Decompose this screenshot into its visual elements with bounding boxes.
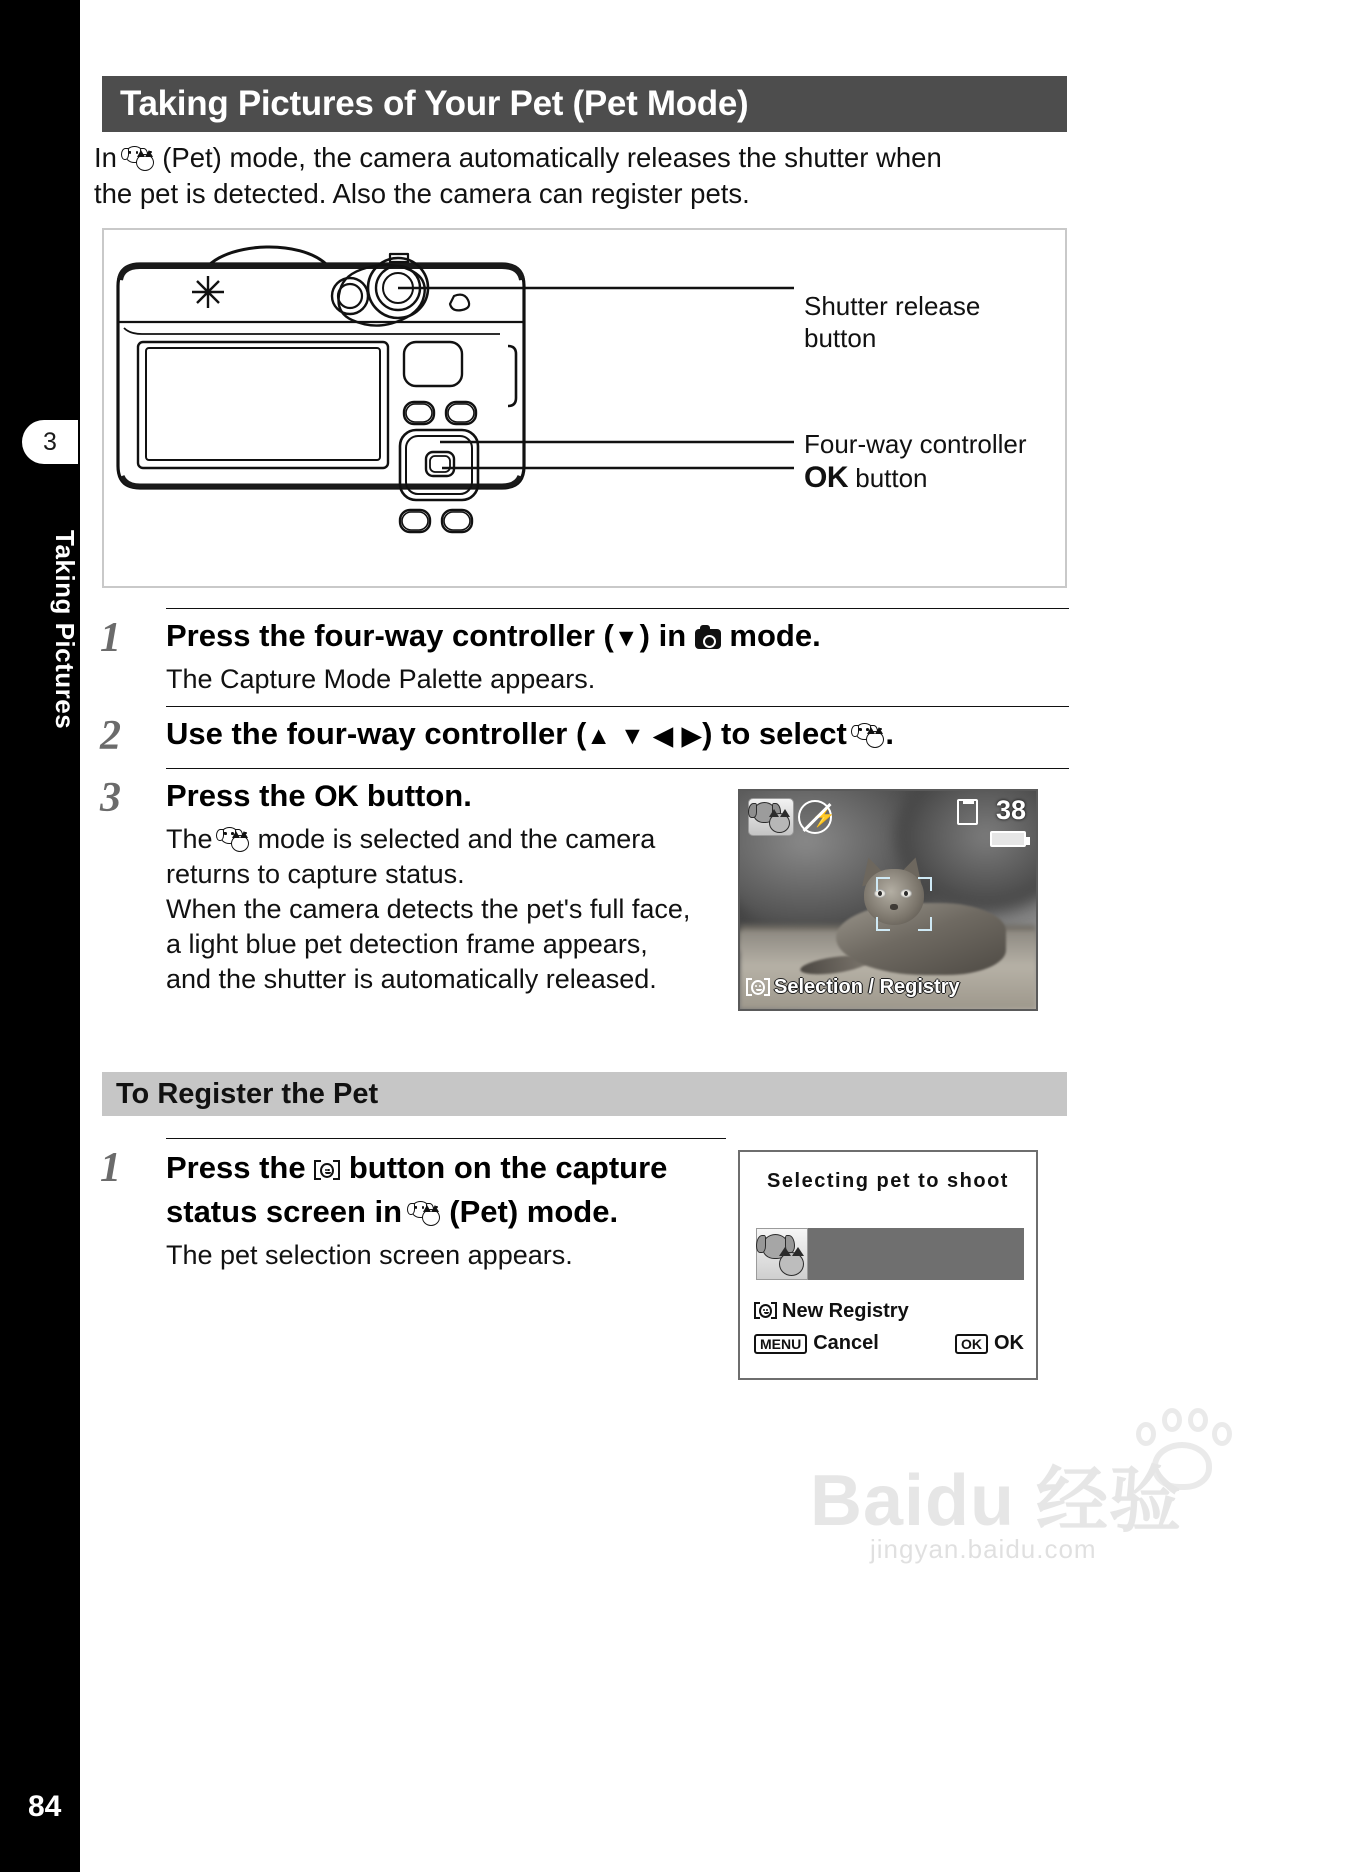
subsection-title: To Register the Pet — [116, 1077, 379, 1110]
step-divider — [166, 768, 1069, 769]
pet-selection-title: Selecting pet to shoot — [767, 1170, 1009, 1192]
intro-text-before: In — [94, 142, 117, 173]
watermark — [800, 1400, 1300, 1600]
battery-icon — [990, 831, 1026, 847]
ok-label: OK — [994, 1332, 1024, 1354]
pet-slot-bar[interactable] — [808, 1228, 1024, 1280]
lcd-bottom-label: Selection / Registry — [774, 976, 960, 998]
cancel-hint[interactable] — [754, 1332, 879, 1355]
step-heading: Use the four-way controller (▲ ▼ ◀ ▶) to select . — [166, 716, 895, 751]
face-registry-icon — [754, 1302, 777, 1321]
pet-icon — [411, 1201, 441, 1227]
down-arrow-icon: ▼ — [613, 624, 640, 652]
lcd-bottom-hint — [746, 976, 960, 999]
chapter-sidebar — [0, 0, 80, 1872]
camera-illustration — [104, 230, 1065, 586]
step-number: 3 — [100, 775, 121, 821]
camera-diagram — [102, 228, 1067, 588]
step-description: The pet selection screen appears. — [166, 1240, 573, 1270]
step-number: 2 — [100, 713, 121, 759]
chapter-label: Taking Pictures — [50, 530, 80, 730]
watermark-brand: Baidu 经验 — [810, 1461, 1183, 1541]
pet-detection-frame — [876, 877, 932, 931]
step-description — [166, 822, 690, 997]
step3-line1: The mode is selected and the camera — [166, 824, 656, 854]
step3-line3: When the camera detects the pet's full face, — [166, 894, 691, 924]
memory-card-icon — [957, 799, 978, 825]
label-shutter-release-button: Shutter release button — [804, 291, 981, 353]
ok-glyph: OK — [314, 780, 359, 813]
step-heading: Press the OK button. — [166, 778, 472, 813]
menu-chip-icon: MENU — [754, 1334, 807, 1354]
paw-icon — [1126, 1400, 1246, 1490]
intro-paragraph — [94, 140, 1074, 212]
step-number: 1 — [100, 615, 121, 661]
pet-icon — [855, 723, 885, 749]
page-content — [80, 0, 1360, 1872]
subsection-bar — [102, 1072, 1067, 1116]
pet-selection-screen — [738, 1150, 1038, 1380]
label-ok-button: OK button — [804, 461, 928, 494]
step-heading: Press the four-way controller (▼) in mode. — [166, 618, 821, 653]
face-registry-icon — [746, 978, 770, 998]
step3-line5: and the shutter is automatically released. — [166, 964, 657, 994]
step-divider — [166, 1138, 726, 1139]
step-divider — [166, 706, 1069, 707]
ok-hint[interactable] — [955, 1332, 1024, 1355]
watermark-url: jingyan.baidu.com — [870, 1534, 1097, 1564]
new-registry-label: New Registry — [782, 1300, 909, 1322]
four-way-arrows-icon: ▲ ▼ ◀ ▶ — [586, 722, 703, 750]
pet-icon — [125, 146, 155, 172]
label-four-way-controller: Four-way controller — [804, 429, 1027, 459]
face-registry-icon — [314, 1160, 340, 1182]
step-heading: Press the button on the capture status screen in (Pet) mode. — [166, 1150, 668, 1229]
step3-line4: a light blue pet detection frame appears, — [166, 929, 648, 959]
pet-mode-icon — [748, 798, 794, 836]
chapter-number: 3 — [43, 427, 57, 456]
pet-thumbnail-icon[interactable] — [756, 1228, 808, 1280]
camera-icon — [695, 629, 721, 649]
new-registry-hint[interactable] — [754, 1300, 909, 1323]
flash-off-icon: ⚡ — [798, 800, 832, 834]
section-title-bar — [102, 76, 1067, 132]
step3-line2: returns to capture status. — [166, 859, 465, 889]
cancel-label: Cancel — [813, 1332, 879, 1354]
chapter-badge — [22, 420, 78, 464]
page-number: 84 — [28, 1790, 62, 1823]
ok-glyph: OK — [804, 461, 848, 494]
step-divider — [166, 608, 1069, 609]
lcd-capture-screenshot — [738, 789, 1038, 1011]
intro-line2: the pet is detected. Also the camera can register pets. — [94, 178, 750, 209]
pet-icon — [220, 827, 250, 853]
ok-chip-icon: OK — [955, 1334, 988, 1354]
page-title: Taking Pictures of Your Pet (Pet Mode) — [120, 84, 749, 123]
shots-remaining: 38 — [995, 795, 1026, 825]
intro-text-after: (Pet) mode, the camera automatically releases the shutter when — [162, 142, 942, 173]
step-number: 1 — [100, 1145, 121, 1191]
step-description: The Capture Mode Palette appears. — [166, 664, 596, 694]
